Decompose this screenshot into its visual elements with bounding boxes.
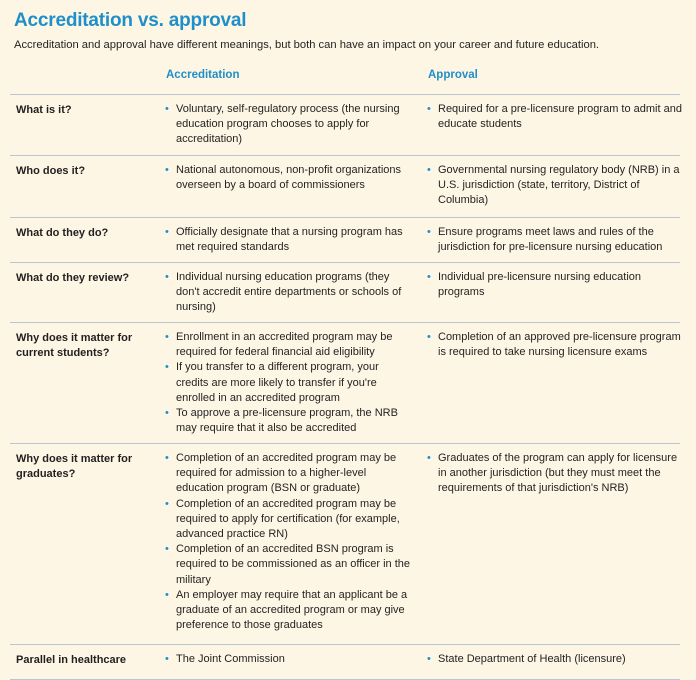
list-item xyxy=(164,270,412,316)
table-row xyxy=(10,644,680,680)
bullet-icon: • xyxy=(165,497,169,510)
bullet-icon: • xyxy=(427,164,431,176)
approval-cell xyxy=(426,652,682,667)
accreditation-list xyxy=(164,330,412,436)
list-item-text: An employer may require that an applicant be a graduate of an accredited program or may give preference to those graduates xyxy=(176,588,408,632)
list-item xyxy=(426,163,682,209)
list-item xyxy=(426,270,682,300)
table-row xyxy=(10,443,680,645)
page-subtitle: Accreditation and approval have different meanings, but both can have an impact on your career and future education. xyxy=(14,39,600,51)
list-item xyxy=(426,652,682,667)
bullet-icon: • xyxy=(427,452,431,464)
list-item xyxy=(164,406,412,436)
list-item xyxy=(426,330,682,360)
accreditation-list xyxy=(164,652,412,667)
bullet-icon: • xyxy=(427,271,431,283)
column-header-approval: Approval xyxy=(428,69,478,81)
approval-cell xyxy=(426,225,682,255)
list-item-text: Ensure programs meet laws and rules of the jurisdiction for pre-licensure nursing education xyxy=(438,226,663,254)
accreditation-list xyxy=(164,163,412,193)
table-row xyxy=(10,262,680,323)
accreditation-cell xyxy=(164,270,412,316)
bullet-icon: • xyxy=(165,653,169,665)
bullet-icon: • xyxy=(165,271,169,283)
approval-list xyxy=(426,102,682,132)
bullet-icon: • xyxy=(165,226,169,238)
list-item-text: Graduates of the program can apply for licensure in another jurisdiction (but they must meet the requirements of that jurisdiction's NRB) xyxy=(438,452,678,495)
bullet-icon: • xyxy=(165,103,169,115)
list-item-text: Completion of an accredited program may be required to apply for certification (for example, advanced practice RN) xyxy=(176,497,400,541)
row-label: Who does it? xyxy=(16,165,86,177)
bullet-icon: • xyxy=(165,588,169,601)
accreditation-cell xyxy=(164,451,412,633)
accreditation-list xyxy=(164,270,412,316)
approval-cell xyxy=(426,102,682,132)
list-item-text: Governmental nursing regulatory body (NRB) in a U.S. jurisdiction (state, territory, District of Columbia) xyxy=(438,164,680,207)
accreditation-list xyxy=(164,225,412,255)
bullet-icon: • xyxy=(165,164,169,176)
bullet-icon: • xyxy=(165,361,169,374)
row-label: Parallel in healthcare xyxy=(16,654,127,666)
list-item xyxy=(426,102,682,132)
approval-list xyxy=(426,163,682,209)
approval-list xyxy=(426,652,682,667)
list-item xyxy=(164,652,412,667)
accreditation-cell xyxy=(164,225,412,255)
accreditation-cell xyxy=(164,163,412,193)
approval-cell xyxy=(426,270,682,300)
list-item-text: Voluntary, self-regulatory process (the nursing education program chooses to apply for accreditation) xyxy=(176,103,400,146)
approval-cell xyxy=(426,163,682,209)
list-item-text: Individual nursing education programs (they don't accredit entire departments or schools of nursing) xyxy=(176,271,402,314)
accreditation-cell xyxy=(164,330,412,436)
list-item xyxy=(164,497,412,543)
table-row xyxy=(10,322,680,444)
accreditation-list xyxy=(164,451,412,633)
approval-list xyxy=(426,225,682,255)
list-item-text: Officially designate that a nursing program has met required standards xyxy=(176,226,403,254)
bullet-icon: • xyxy=(427,103,431,115)
table-row xyxy=(10,94,680,156)
approval-cell xyxy=(426,330,682,360)
page-title: Accreditation vs. approval xyxy=(14,10,247,31)
list-item-text: Individual pre-licensure nursing education programs xyxy=(438,271,642,299)
approval-list xyxy=(426,451,682,497)
table-row xyxy=(10,155,680,218)
bullet-icon: • xyxy=(165,331,169,343)
list-item xyxy=(164,163,412,193)
approval-cell xyxy=(426,451,682,497)
row-label: What do they do? xyxy=(16,227,109,239)
accreditation-cell xyxy=(164,652,412,667)
list-item-text: Required for a pre-licensure program to admit and educate students xyxy=(438,103,682,131)
bullet-icon: • xyxy=(427,226,431,238)
list-item xyxy=(426,225,682,255)
bullet-icon: • xyxy=(165,407,169,420)
approval-list xyxy=(426,270,682,300)
bullet-icon: • xyxy=(427,331,431,343)
list-item xyxy=(164,542,412,588)
list-item-text: State Department of Health (licensure) xyxy=(438,653,626,665)
list-item-text: Completion of an accredited program may be required for admission to a higher-level education program (BSN or graduate) xyxy=(176,452,397,495)
list-item xyxy=(164,330,412,360)
list-item xyxy=(164,451,412,497)
accreditation-list xyxy=(164,102,412,148)
list-item-text: To approve a pre-licensure program, the NRB may require that it also be accredited xyxy=(176,407,398,435)
row-label: Why does it matter for current students? xyxy=(16,332,133,359)
list-item-text: The Joint Commission xyxy=(176,653,285,665)
table-row xyxy=(10,217,680,263)
list-item xyxy=(164,360,412,406)
list-item xyxy=(164,225,412,255)
list-item-text: Enrollment in an accredited program may be required for federal financial aid eligibility xyxy=(176,331,393,359)
list-item-text: Completion of an accredited BSN program is required to be commissioned as an officer in the military xyxy=(176,543,410,586)
list-item xyxy=(164,588,412,634)
bullet-icon: • xyxy=(165,452,169,464)
row-label: Why does it matter for graduates? xyxy=(16,453,133,480)
row-label: What is it? xyxy=(16,104,72,116)
list-item xyxy=(426,451,682,497)
approval-list xyxy=(426,330,682,360)
list-item-text: Completion of an approved pre-licensure program is required to take nursing licensure exams xyxy=(438,331,681,359)
list-item-text: National autonomous, non-profit organizations overseen by a board of commissioners xyxy=(176,164,402,192)
list-item xyxy=(164,102,412,148)
bullet-icon: • xyxy=(165,543,169,556)
accreditation-cell xyxy=(164,102,412,148)
bullet-icon: • xyxy=(427,653,431,665)
column-header-accreditation: Accreditation xyxy=(166,69,240,81)
list-item-text: If you transfer to a different program, your credits are more likely to transfer if you're enrolled in an accredited program xyxy=(176,361,379,404)
row-label: What do they review? xyxy=(16,272,130,284)
